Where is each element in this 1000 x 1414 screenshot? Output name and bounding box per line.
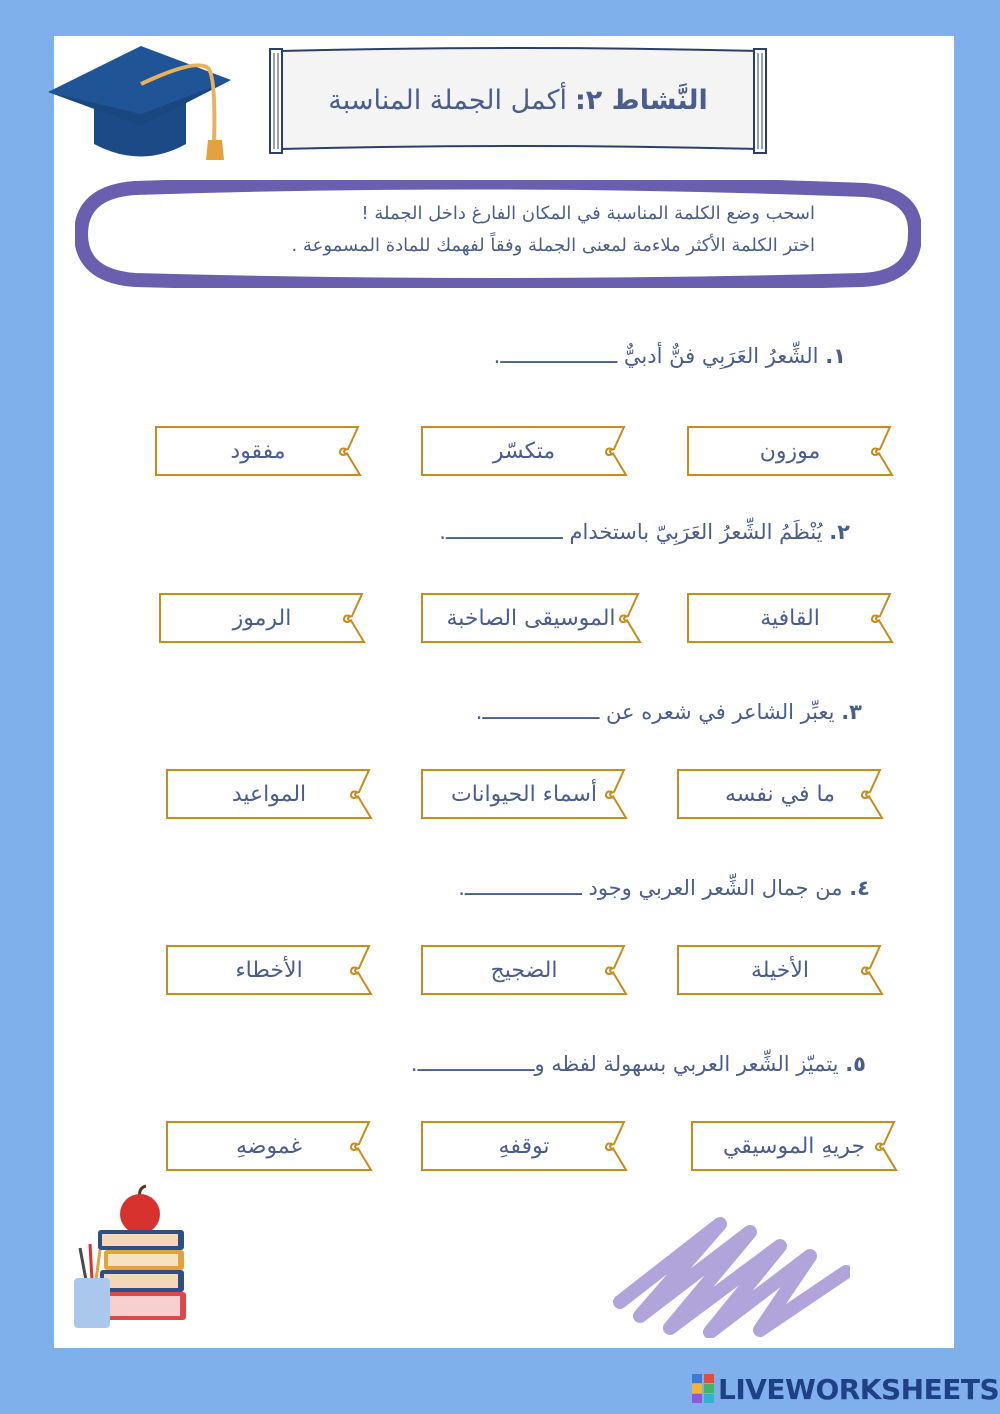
choice-tag[interactable] — [676, 768, 884, 820]
instruction-text — [185, 198, 815, 270]
question-text: يعبِّر الشاعر في شعره عن ـــــــــــــــــــ. — [475, 700, 835, 724]
brand-logo — [692, 1372, 999, 1406]
activity-number: النَّشاط ٢: — [574, 84, 708, 116]
choice-tag[interactable] — [154, 425, 362, 477]
choice-tag[interactable] — [676, 944, 884, 996]
activity-title: أكمل الجملة المناسبة — [328, 84, 567, 116]
instruction-box — [75, 180, 921, 288]
choice-label: الضجيج — [490, 957, 558, 983]
choice-tag[interactable] — [165, 768, 373, 820]
choice-tag[interactable] — [686, 425, 894, 477]
question-number: ١. — [825, 344, 846, 368]
brand-name: LIVEWORKSHEETS — [718, 1372, 1000, 1406]
instruction-line-2: اختر الكلمة الأكثر ملاءمة لمعنى الجملة وفقاً لفهمك للمادة المسموعة . — [291, 235, 815, 256]
page-title — [268, 45, 768, 155]
brand-logo-icon — [692, 1374, 714, 1404]
question-3 — [476, 700, 862, 724]
choice-label: توقفهِ — [498, 1133, 550, 1159]
question-number: ٢. — [829, 520, 850, 544]
question-5 — [411, 1052, 866, 1076]
choice-tag[interactable] — [420, 944, 628, 996]
question-number: ٥. — [845, 1052, 866, 1076]
choice-label: الرموز — [232, 605, 292, 631]
choice-label: جريهِ الموسيقي — [722, 1133, 866, 1159]
question-number: ٣. — [841, 700, 862, 724]
question-text: يتميّز الشِّعر العربي بسهولة لفظه وـــــــــــــــــــ. — [410, 1052, 839, 1076]
choice-label: مفقود — [230, 438, 286, 464]
question-text: من جمال الشِّعر العربي وجود ـــــــــــــــــــ. — [458, 876, 843, 900]
choice-label: ما في نفسه — [725, 781, 835, 807]
question-4 — [458, 876, 870, 900]
graduation-cap-icon — [46, 44, 236, 166]
question-number: ٤. — [849, 876, 870, 900]
choice-label: المواعيد — [231, 781, 307, 807]
question-1 — [494, 344, 846, 368]
books-apple-icon — [68, 1184, 192, 1334]
scribble-decoration — [610, 1212, 850, 1338]
choice-label: القافية — [760, 605, 820, 631]
choice-tag[interactable] — [690, 1120, 898, 1172]
choice-label: أسماء الحيوانات — [451, 781, 597, 807]
choice-tag[interactable] — [420, 592, 642, 644]
instruction-line-1: اسحب وضع الكلمة المناسبة في المكان الفارغ داخل الجملة ! — [361, 203, 815, 224]
choice-label: الأخيلة — [751, 957, 809, 983]
choice-tag[interactable] — [420, 425, 628, 477]
question-text: يُنْظَمُ الشِّعرُ العَرَبِيّ باستخدام ـــــــــــــــــــ. — [439, 520, 823, 544]
choice-label: موزون — [759, 438, 821, 464]
choice-tag[interactable] — [686, 592, 894, 644]
choice-tag[interactable] — [158, 592, 366, 644]
title-banner — [268, 45, 768, 155]
question-text: الشِّعرُ العَرَبِي فنٌّ أدبيٌّ ـــــــــــــــــــ. — [493, 344, 819, 368]
question-2 — [439, 520, 850, 544]
choice-label: متكسّر — [492, 438, 556, 464]
choice-tag[interactable] — [165, 1120, 373, 1172]
choice-label: غموضهِ — [235, 1133, 303, 1159]
choice-label: الأخطاء — [235, 957, 303, 983]
choice-label: الموسيقى الصاخبة — [446, 605, 616, 631]
choice-tag[interactable] — [420, 768, 628, 820]
choice-tag[interactable] — [165, 944, 373, 996]
choice-tag[interactable] — [420, 1120, 628, 1172]
